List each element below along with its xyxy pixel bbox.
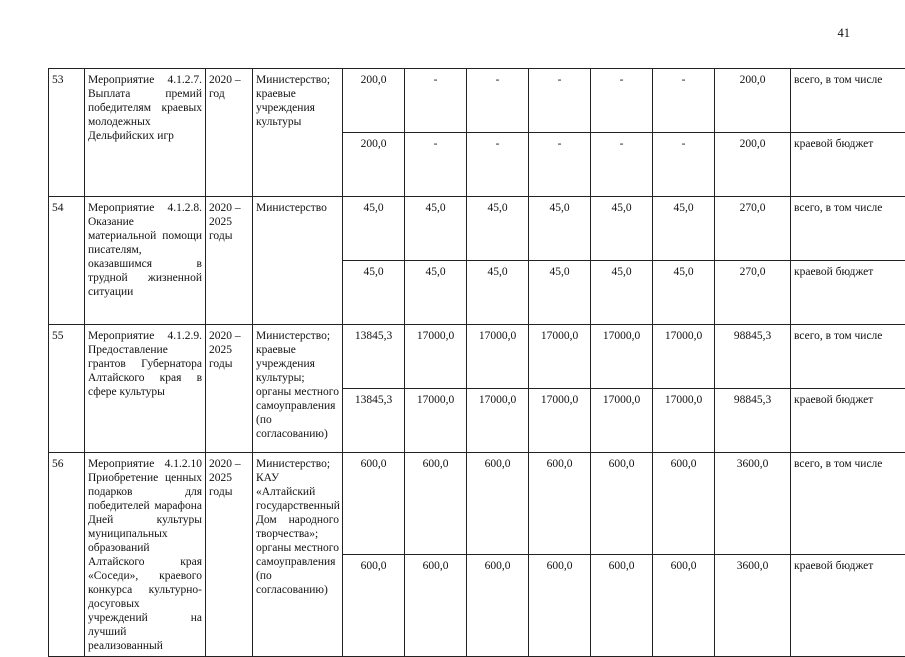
funding-value: -	[529, 69, 591, 133]
row-number: 56	[49, 453, 85, 657]
funding-value: 270,0	[715, 197, 791, 261]
funding-value: 17000,0	[653, 389, 715, 453]
page-number: 41	[820, 26, 850, 41]
measure-name: Мероприятие 4.1.2.10 Приобретение ценных подарков для победителей марафона Дней культуры муниципальных образований Алтайского края «Соседи», краевого конкурса культурно-досуговых учреждений на лучший реализованный	[85, 453, 206, 657]
measure-name: Мероприятие 4.1.2.8. Оказание материальной помощи писателям, оказавшимся в трудной жизненной ситуации	[85, 197, 206, 325]
funding-value: 600,0	[343, 453, 405, 555]
funding-value: 270,0	[715, 261, 791, 325]
measure-period: 2020 – 2025 годы	[206, 325, 253, 453]
funding-value: 17000,0	[591, 325, 653, 389]
funding-value: 3600,0	[715, 453, 791, 555]
table-row	[49, 325, 905, 389]
funding-value: 200,0	[343, 69, 405, 133]
funding-value: 3600,0	[715, 555, 791, 657]
funding-value: 17000,0	[591, 389, 653, 453]
measures-table	[48, 68, 905, 657]
funding-source: всего, в том числе	[791, 69, 905, 133]
funding-value: 45,0	[529, 261, 591, 325]
funding-value: 45,0	[529, 197, 591, 261]
measure-executor: Министерство; краевые учреждения культуры; органы местного самоуправления (по согласованию)	[253, 325, 343, 453]
table-row	[49, 453, 905, 555]
funding-source: краевой бюджет	[791, 133, 905, 197]
funding-value: 200,0	[715, 133, 791, 197]
funding-value: 600,0	[467, 453, 529, 555]
funding-value: 200,0	[343, 133, 405, 197]
table-body	[49, 69, 905, 657]
funding-value: 600,0	[529, 453, 591, 555]
funding-value: 45,0	[591, 197, 653, 261]
funding-source: краевой бюджет	[791, 261, 905, 325]
funding-source: всего, в том числе	[791, 197, 905, 261]
funding-value: -	[653, 69, 715, 133]
funding-value: 200,0	[715, 69, 791, 133]
funding-value: 600,0	[343, 555, 405, 657]
funding-value: 600,0	[653, 453, 715, 555]
funding-value: 600,0	[405, 555, 467, 657]
row-number: 54	[49, 197, 85, 325]
measure-executor: Министерство	[253, 197, 343, 325]
funding-value: 17000,0	[405, 325, 467, 389]
funding-value: 45,0	[467, 197, 529, 261]
funding-value: 17000,0	[653, 325, 715, 389]
funding-value: 45,0	[405, 261, 467, 325]
measure-executor: Министерство; краевые учреждения культуры	[253, 69, 343, 197]
measure-period: 2020 – год	[206, 69, 253, 197]
measure-period: 2020 – 2025 годы	[206, 453, 253, 657]
funding-value: 45,0	[343, 261, 405, 325]
funding-value: -	[405, 69, 467, 133]
measure-name: Мероприятие 4.1.2.7. Выплата премий победителям краевых молодежных Дельфийских игр	[85, 69, 206, 197]
funding-value: -	[467, 133, 529, 197]
funding-value: 17000,0	[529, 325, 591, 389]
funding-value: -	[591, 133, 653, 197]
funding-value: 98845,3	[715, 389, 791, 453]
measure-executor: Министерство; КАУ «Алтайский государственный Дом народного творчества»; органы местного самоуправления (по согласованию)	[253, 453, 343, 657]
row-number: 53	[49, 69, 85, 197]
funding-value: -	[467, 69, 529, 133]
funding-value: 600,0	[467, 555, 529, 657]
funding-value: -	[591, 69, 653, 133]
funding-value: 45,0	[405, 197, 467, 261]
funding-value: 45,0	[343, 197, 405, 261]
funding-source: краевой бюджет	[791, 555, 905, 657]
funding-value: 13845,3	[343, 389, 405, 453]
funding-value: 45,0	[467, 261, 529, 325]
funding-value: 17000,0	[467, 325, 529, 389]
table-row	[49, 69, 905, 133]
funding-value: -	[653, 133, 715, 197]
funding-value: 45,0	[653, 197, 715, 261]
funding-value: 17000,0	[405, 389, 467, 453]
row-number: 55	[49, 325, 85, 453]
funding-value: 17000,0	[467, 389, 529, 453]
table-row	[49, 197, 905, 261]
funding-value: 600,0	[529, 555, 591, 657]
funding-value: 600,0	[405, 453, 467, 555]
funding-value: -	[529, 133, 591, 197]
funding-source: краевой бюджет	[791, 389, 905, 453]
funding-value: 45,0	[653, 261, 715, 325]
funding-value: 600,0	[653, 555, 715, 657]
measure-name: Мероприятие 4.1.2.9. Предоставление грантов Губернатора Алтайского края в сфере культуры	[85, 325, 206, 453]
funding-value: 600,0	[591, 453, 653, 555]
funding-value: 45,0	[591, 261, 653, 325]
funding-source: всего, в том числе	[791, 453, 905, 555]
funding-value: 600,0	[591, 555, 653, 657]
measure-period: 2020 – 2025 годы	[206, 197, 253, 325]
funding-source: всего, в том числе	[791, 325, 905, 389]
funding-value: 98845,3	[715, 325, 791, 389]
funding-value: 13845,3	[343, 325, 405, 389]
funding-value: -	[405, 133, 467, 197]
funding-value: 17000,0	[529, 389, 591, 453]
